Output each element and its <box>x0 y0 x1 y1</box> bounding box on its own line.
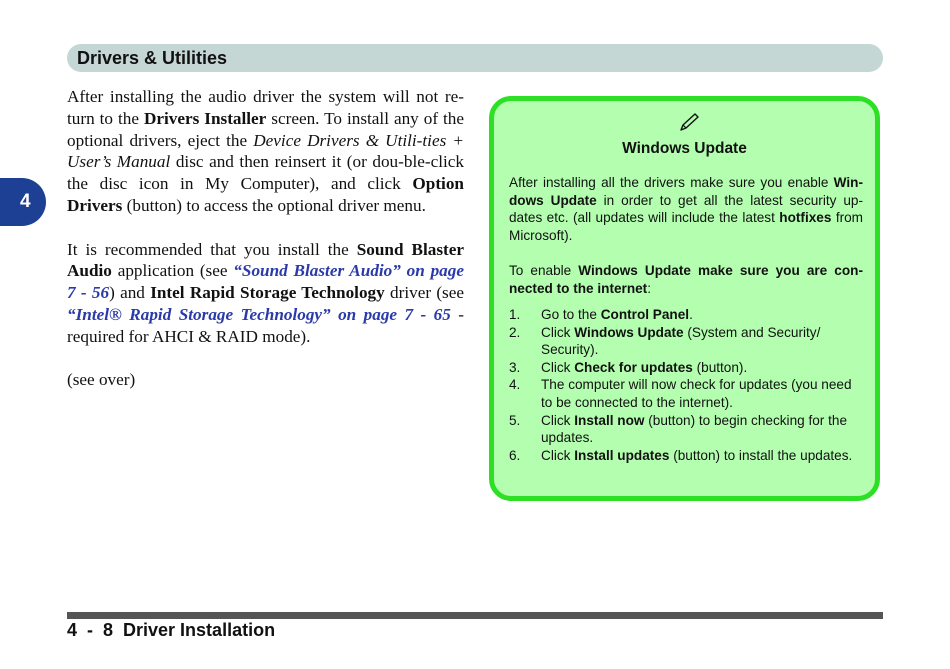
step-number: 6. <box>509 447 521 463</box>
chapter-tab: 4 <box>0 178 46 226</box>
text-run: (System and Security/ Security). <box>541 324 821 358</box>
update-steps-list <box>509 306 863 464</box>
step-number: 2. <box>509 324 521 340</box>
section-title: Drivers & Utilities <box>77 48 228 68</box>
text-run: The computer will now check for updates (you need to be connected to the internet). <box>541 377 852 410</box>
text-run: Click <box>541 447 575 463</box>
bold-text: Windows Update <box>574 324 684 340</box>
text-run: driver (see <box>384 283 465 303</box>
pencil-icon <box>678 111 702 133</box>
text-run: . <box>689 307 693 322</box>
note-title: Windows Update <box>622 140 747 157</box>
text-run: Click <box>541 412 575 428</box>
cross-reference-link[interactable]: “Intel® Rapid Storage Technology” on page 7 - 65 <box>67 304 451 324</box>
bold-text: Intel Rapid Storage Technology <box>150 283 385 303</box>
step-number: 1. <box>509 307 521 322</box>
text-run: After installing the audio driver the system will not re-turn to the <box>67 87 464 128</box>
bold-text: Sound Blaster Audio <box>67 239 464 281</box>
step-number: 5. <box>509 412 521 428</box>
step-item <box>509 376 863 411</box>
text-run: (button) to install the updates. <box>669 447 853 463</box>
section-header-bar <box>67 44 883 72</box>
text-run: Go to the <box>541 307 601 322</box>
text-run: (button). <box>692 359 748 375</box>
step-item <box>509 447 863 465</box>
bold-text: Windows Update make sure you are con-nected to the internet <box>509 263 863 296</box>
text-run: To enable <box>509 263 579 278</box>
footer-rule <box>67 612 883 619</box>
step-number: 3. <box>509 359 521 375</box>
bold-text: Win-dows Update <box>509 175 863 208</box>
text-run: Click <box>541 359 575 375</box>
windows-update-note-box <box>489 96 880 501</box>
see-over-text: (see over) <box>67 370 136 390</box>
bold-text: Check for updates <box>574 359 693 375</box>
note-paragraph-2 <box>509 262 863 297</box>
step-item <box>509 306 863 324</box>
text-run: - required for AHCI & RAID mode). <box>67 304 464 346</box>
text-run: application (see <box>111 261 234 281</box>
step-number: 4. <box>509 377 521 393</box>
bold-text: Install updates <box>574 447 670 463</box>
body-paragraph-1 <box>67 86 464 217</box>
bold-text: Install now <box>574 412 645 428</box>
cross-reference-link[interactable]: “Sound Blaster Audio” on page 7 - 56 <box>67 261 464 303</box>
bold-text: Control Panel <box>600 307 690 322</box>
text-run: It is recommended that you install the <box>67 239 357 259</box>
text-run: screen. To install any of the optional drivers, eject the <box>67 108 464 150</box>
step-item <box>509 359 863 377</box>
main-text-column <box>67 86 464 391</box>
text-run: (button) to begin checking for the updates. <box>541 412 848 446</box>
text-run: (button) to access the optional driver menu. <box>122 195 426 215</box>
text-run: : <box>647 280 651 296</box>
bold-text: Option Drivers <box>67 174 464 215</box>
text-run: Click <box>541 324 575 340</box>
text-run: After installing all the drivers make sure you enable <box>509 175 834 190</box>
bold-text: hotfixes <box>779 210 832 226</box>
step-item <box>509 412 863 447</box>
body-paragraph-2 <box>67 239 464 348</box>
text-run: in order to get all the latest security up-dates etc. (all updates will include the latest <box>509 192 863 226</box>
text-run: disc and then reinsert it (or dou-ble-click the disc icon in My Computer), and click <box>67 152 464 194</box>
bold-text: Drivers Installer <box>143 108 267 128</box>
note-paragraph-1 <box>509 174 863 244</box>
text-run: ) and <box>109 283 151 303</box>
step-item <box>509 324 863 359</box>
page-number-label: 4 - 8 Driver Installation <box>67 620 276 640</box>
italic-title: Device Drivers & Utili-ties + User’s Manual <box>67 130 464 172</box>
text-run: from Microsoft). <box>509 210 864 243</box>
